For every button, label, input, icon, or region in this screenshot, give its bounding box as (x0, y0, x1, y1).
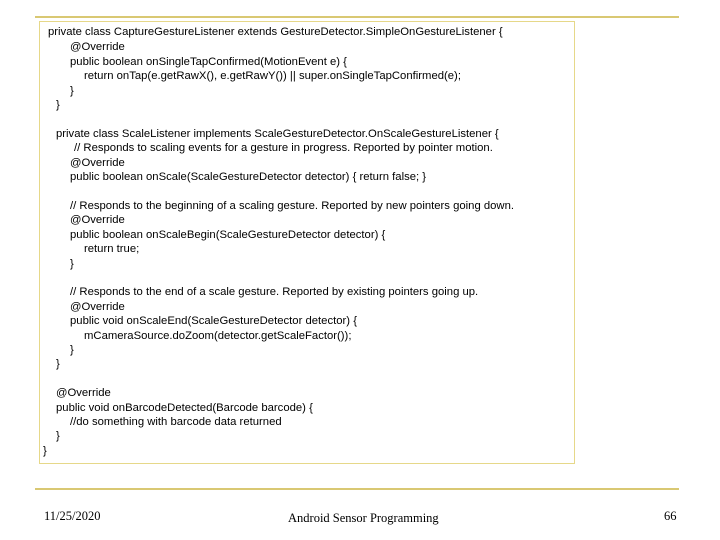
code-line-2: @Override (70, 41, 125, 53)
code-line-8: private class ScaleListener implements ScaleGestureDetector.OnScaleGestureListener { (56, 128, 499, 140)
code-line-15: public boolean onScaleBegin(ScaleGestureDetector detector) { (70, 229, 386, 241)
code-line-30: } (43, 445, 47, 457)
top-rule (35, 16, 679, 18)
code-line-6: } (56, 99, 60, 111)
code-line-27: public void onBarcodeDetected(Barcode barcode) { (56, 402, 313, 414)
bottom-rule (35, 488, 679, 490)
code-line-29: } (56, 430, 60, 442)
code-line-14: @Override (70, 214, 125, 226)
code-line-26: @Override (56, 387, 111, 399)
code-line-11: public boolean onScale(ScaleGestureDetector detector) { return false; } (70, 171, 427, 183)
footer-title: Android Sensor Programming (288, 511, 439, 525)
code-line-17: } (70, 258, 74, 270)
code-line-24: } (56, 358, 60, 370)
code-line-3: public boolean onSingleTapConfirmed(MotionEvent e) { (70, 56, 347, 68)
code-block (39, 21, 575, 464)
code-line-5: } (70, 85, 74, 97)
code-line-28: //do something with barcode data returned (70, 416, 282, 428)
code-line-13: // Responds to the beginning of a scaling gesture. Reported by new pointers going down. (70, 200, 515, 212)
code-line-16: return true; (84, 243, 140, 255)
code-line-21: public void onScaleEnd(ScaleGestureDetector detector) { (70, 315, 357, 327)
page-number: 66 (664, 509, 677, 523)
code-line-10: @Override (70, 157, 125, 169)
code-line-23: } (70, 344, 74, 356)
code-line-19: // Responds to the end of a scale gesture. Reported by existing pointers going up. (70, 286, 479, 298)
code-line-4: return onTap(e.getRawX(), e.getRawY()) || super.onSingleTapConfirmed(e); (84, 70, 461, 82)
footer-date: 11/25/2020 (44, 509, 101, 523)
code-line-1: private class CaptureGestureListener extends GestureDetector.SimpleOnGestureListener { (48, 26, 503, 38)
code-line-20: @Override (70, 301, 125, 313)
code-line-22: mCameraSource.doZoom(detector.getScaleFactor()); (84, 330, 352, 342)
code-line-9: // Responds to scaling events for a gesture in progress. Reported by pointer motion. (74, 142, 493, 154)
